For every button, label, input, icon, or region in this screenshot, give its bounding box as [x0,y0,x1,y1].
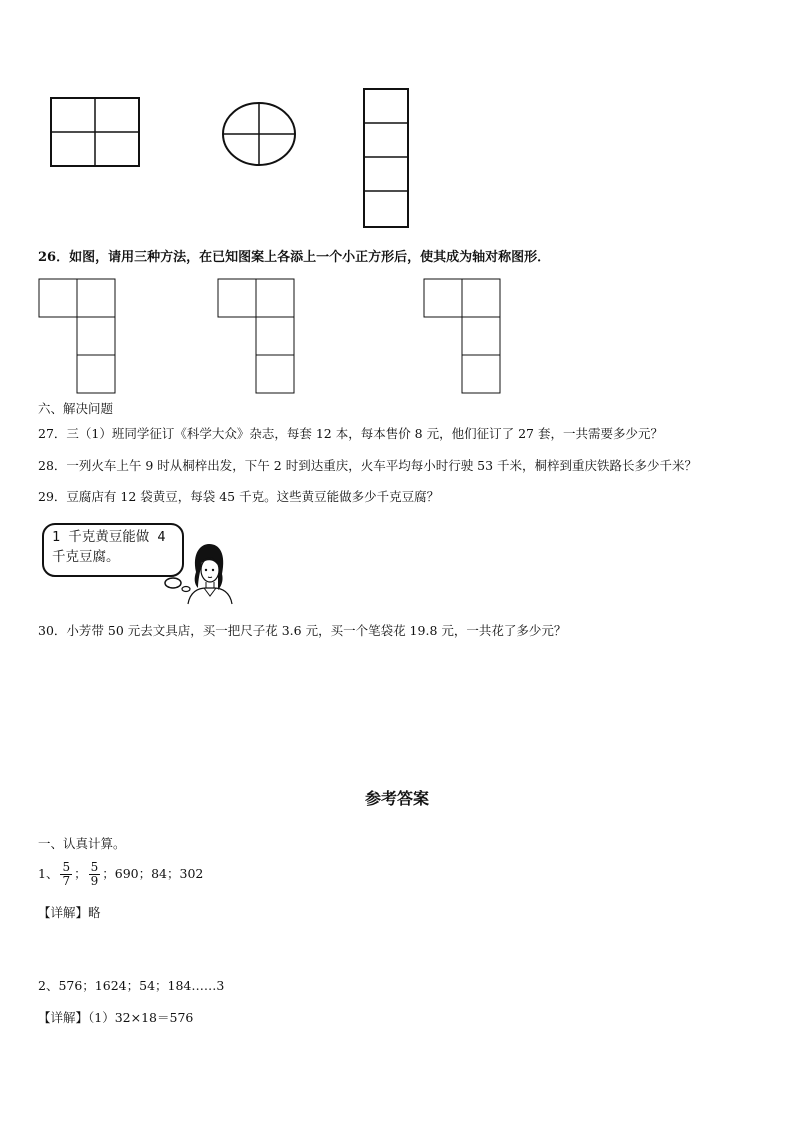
answer-1-rest: ；690；84；302 [102,866,204,881]
speech-line-2: 千克豆腐。 [52,549,120,565]
question-30: 30．小芳带 50 元去文具店，买一把尺子花 3.6 元，买一个笔袋花 19.8 元，一共花了多少元？ [38,623,567,638]
speech-bubble-text [52,527,166,567]
question-26: 26．如图，请用三种方法，在已知图案上各添上一个小正方形后，使其成为轴对称图形． [38,250,551,265]
section-6-heading: 六、解决问题 [38,401,114,416]
answer-1: 1、 $\frac{5}{7}$ ； $\frac{5}{9}$ ；690；84；302 [38,860,204,888]
speech-line-1: 1 千克黄豆能做 4 [52,529,166,545]
question-29: 29．豆腐店有 12 袋黄豆，每袋 45 千克。这些黄豆能做多少千克豆腐？ [38,489,440,504]
figure-quartered-circle [222,102,298,168]
answers-title: 参考答案 [364,789,429,808]
figure-pattern-2 [217,278,297,396]
answer-2: 2、576；1624；54；184……3 [38,978,225,993]
question-28: 28．一列火车上午 9 时从桐梓出发，下午 2 时到达重庆，火车平均每小时行驶 53 千米，桐梓到重庆铁路长多少千米？ [38,458,698,473]
figure-pattern-1 [38,278,118,396]
answer-1-prefix: 1、 [38,866,59,881]
answer-2-detail: 【详解】（1）32×18＝576 [38,1010,194,1025]
figure-four-square-grid [50,97,142,169]
answer-1-fraction-1: $\frac{5}{7}$ [62,860,71,888]
answers-section-1: 一、认真计算。 [38,836,126,851]
answer-1-detail: 【详解】略 [38,905,101,920]
figure-vertical-four-squares [363,88,411,230]
girl-illustration [182,542,234,606]
figure-pattern-3 [423,278,503,396]
question-27: 27．三（1）班同学征订《科学大众》杂志，每套 12 本，每本售价 8 元，他们征订了 27 套，一共需要多少元？ [38,426,663,441]
answer-1-fraction-2: $\frac{5}{9}$ [90,860,99,888]
